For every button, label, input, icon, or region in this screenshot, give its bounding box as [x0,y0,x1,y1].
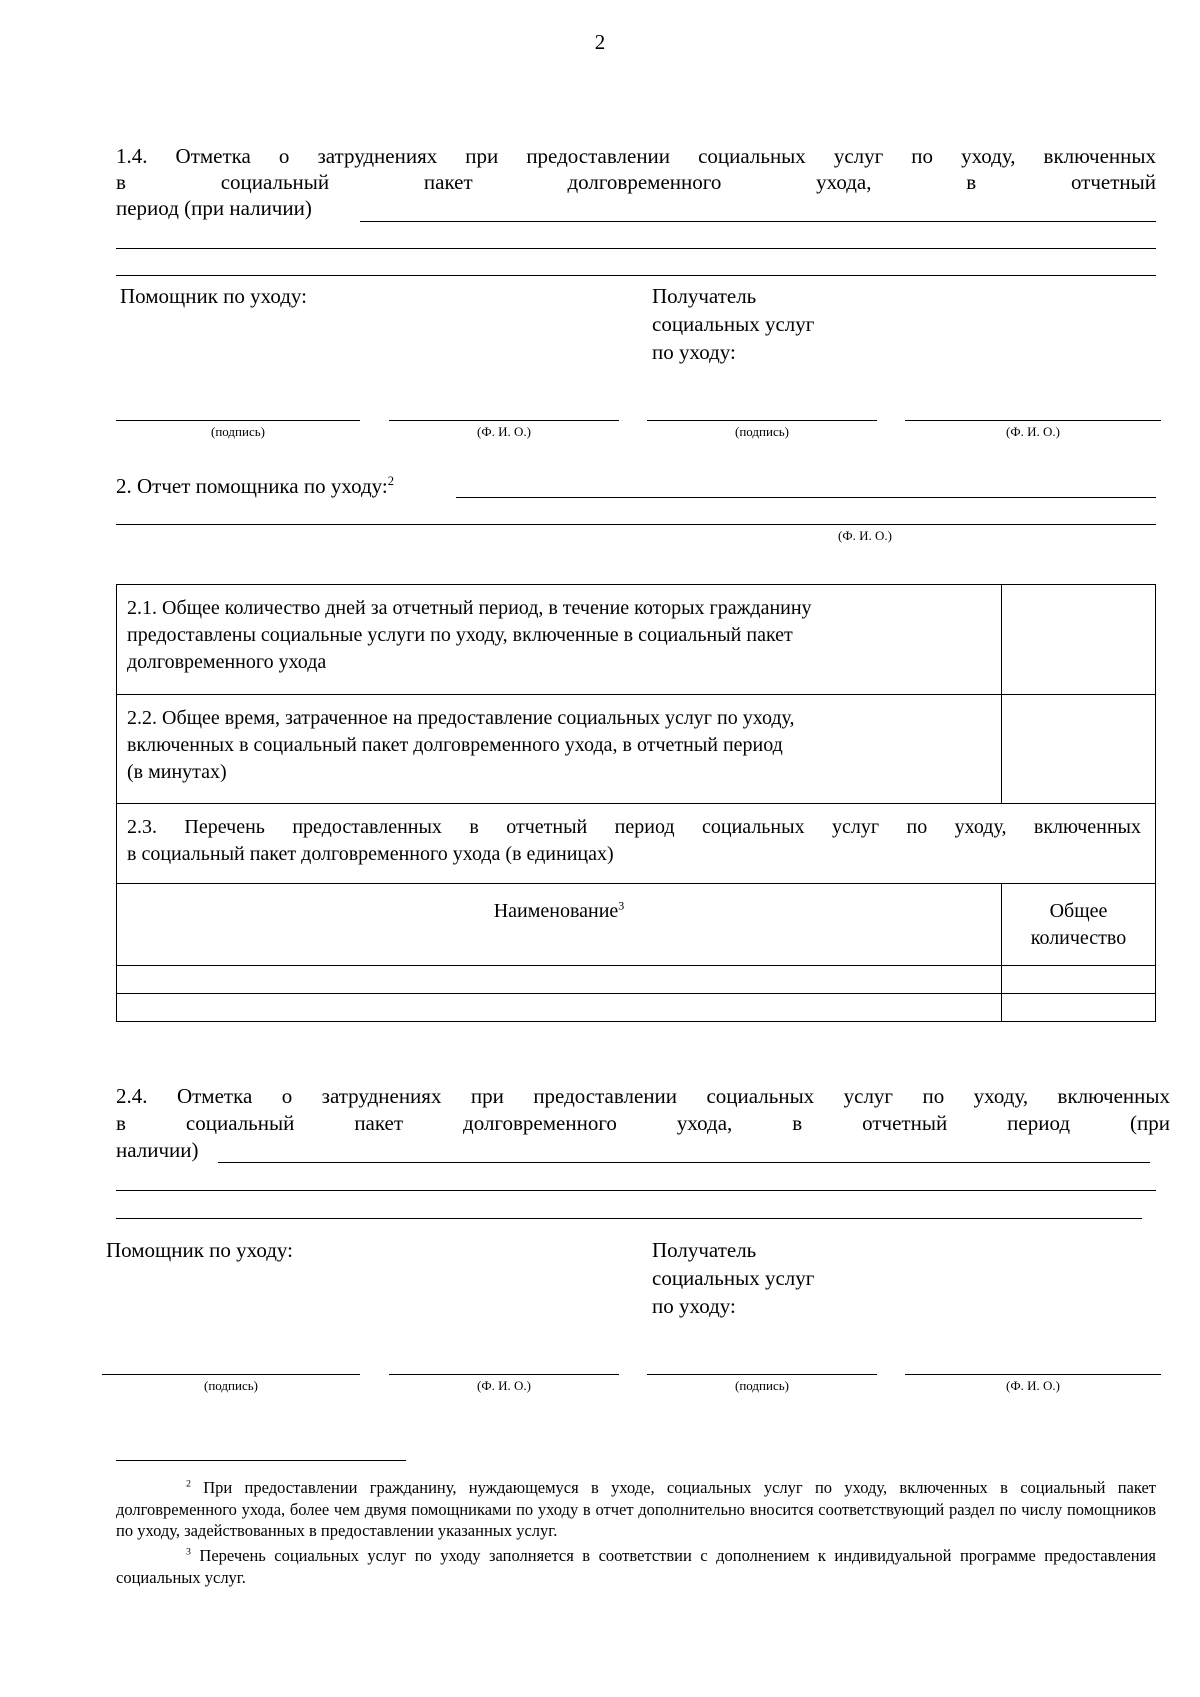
recipient-signature-line-2[interactable] [647,1374,877,1375]
recipient-signature-caption-2: (подпись) [735,1378,789,1393]
recipient-label-line1: Получатель [652,284,757,308]
row-2-1-description-cell [117,585,1002,694]
footnote-separator [116,1460,406,1461]
header-name [117,898,1001,925]
assistant-fio-caption-2: (Ф. И. О.) [477,1378,531,1393]
section-2-label-text: 2. Отчет помощника по уходу: [116,474,388,498]
footnote-3 [116,1545,1156,1588]
empty-row-2-qty-cell[interactable] [1002,994,1155,1021]
assistant-label-2: Помощник по уходу: [106,1238,293,1262]
table-row [117,965,1155,993]
table-row [117,993,1155,1021]
assistant-signature-line[interactable] [116,420,360,421]
section-2-4-input-line-3[interactable] [116,1218,1142,1219]
header-qty-cell [1002,898,1155,952]
section-1-4-line3: период (при наличии) [116,196,312,220]
row-2-3-line1: 2.3. Перечень предоставленных в отчетный период социальных услуг по уходу, включенных [127,816,1141,838]
row-2-1-line2: предоставлены социальные услуги по уходу, включенные в социальный пакет [127,624,793,646]
section-1-4-input-line-1[interactable] [360,221,1156,222]
empty-row-1-qty-cell[interactable] [1002,966,1155,993]
section-2-4-input-line-2[interactable] [116,1190,1156,1191]
row-2-1-text [127,595,987,676]
footnote-ref-3: 3 [618,898,625,913]
header-name-text: Наименование [493,900,619,922]
footnote-3-mark: 3 [186,1546,191,1558]
header-qty-line2: количество [1030,927,1127,949]
row-2-2-description-cell [117,695,1002,803]
section-2-4-line1: 2.4. Отметка о затруднениях при предоставлении социальных услуг по уходу, включенных [116,1084,1170,1108]
report-table [116,584,1156,1022]
recipient-label-2-line1: Получатель [652,1238,757,1262]
recipient-fio-line[interactable] [905,420,1161,421]
recipient-label-2-line3: по уходу: [652,1294,736,1318]
row-2-2-line3: (в минутах) [127,761,227,783]
footnote-ref-2: 2 [387,474,395,488]
assistant-signature-caption-2: (подпись) [204,1378,258,1393]
row-2-1-value-cell[interactable] [1002,585,1155,694]
section-2-assistant-name-line-2[interactable] [116,524,1156,525]
table-row-2-2 [117,694,1155,803]
recipient-fio-caption-2: (Ф. И. О.) [1006,1378,1060,1393]
row-2-2-text [127,705,987,786]
section-2-fio-caption: (Ф. И. О.) [838,528,892,543]
row-2-1-line1: 2.1. Общее количество дней за отчетный период, в течение которых гражданину [127,597,812,619]
empty-row-1-name-cell[interactable] [117,966,1002,993]
section-2-4-line3: наличии) [116,1138,199,1162]
empty-row-2-name-cell[interactable] [117,994,1002,1021]
recipient-label-line3: по уходу: [652,340,736,364]
row-2-1-line3: долговременного ухода [127,651,327,673]
section-2-4-input-line-1[interactable] [218,1162,1150,1163]
row-2-2-value-cell[interactable] [1002,695,1155,803]
row-2-2-line1: 2.2. Общее время, затраченное на предоставление социальных услуг по уходу, [127,707,795,729]
recipient-fio-line-2[interactable] [905,1374,1161,1375]
assistant-signature-caption: (подпись) [211,424,265,439]
header-qty-line1: Общее [1049,900,1108,922]
assistant-signature-line-2[interactable] [102,1374,360,1375]
section-2-assistant-name-line[interactable] [456,497,1156,498]
section-1-4-line2: в социальный пакет долговременного ухода, в отчетный [116,170,1156,194]
table-row-2-3 [117,803,1155,883]
recipient-label-line2: социальных услуг [652,312,815,336]
table-row-2-1 [117,585,1155,694]
recipient-label-2-line2: социальных услуг [652,1266,815,1290]
section-1-4-input-line-3[interactable] [116,275,1156,276]
row-2-2-line2: включенных в социальный пакет долговременного ухода, в отчетный период [127,734,783,756]
footnote-2-mark: 2 [186,1478,191,1490]
footnote-3-text: Перечень социальных услуг по уходу заполняется в соответствии с дополнением к индивидуальной программе предоставления социальных услуг. [116,1546,1156,1587]
recipient-signature-line[interactable] [647,420,877,421]
page-number: 2 [594,30,606,54]
assistant-fio-line[interactable] [389,420,619,421]
section-2-label [116,472,394,500]
footnote-2-text: При предоставлении гражданину, нуждающемуся в уходе, социальных услуг по уходу, включенных в социальный пакет долговременного ухода, более чем двумя помощниками по уходу в отчет дополнительно вносится соответствующий раздел по числу помощников по уходу, задействованных в предоставлении указанных услуг. [116,1478,1156,1540]
row-2-3-line2: в социальный пакет долговременного ухода (в единицах) [127,843,614,865]
row-2-3-text [127,814,1141,868]
footnote-2 [116,1477,1156,1542]
section-1-4-input-line-2[interactable] [116,248,1156,249]
table-header-row [117,883,1155,965]
assistant-fio-line-2[interactable] [389,1374,619,1375]
assistant-fio-caption: (Ф. И. О.) [477,424,531,439]
recipient-fio-caption: (Ф. И. О.) [1006,424,1060,439]
recipient-signature-caption: (подпись) [735,424,789,439]
section-2-4-line2: в социальный пакет долговременного ухода, в отчетный период (при [116,1111,1170,1135]
assistant-label: Помощник по уходу: [120,284,307,308]
header-name-cell [117,884,1002,965]
section-1-4-line1: 1.4. Отметка о затруднениях при предоставлении социальных услуг по уходу, включенных [116,144,1156,168]
